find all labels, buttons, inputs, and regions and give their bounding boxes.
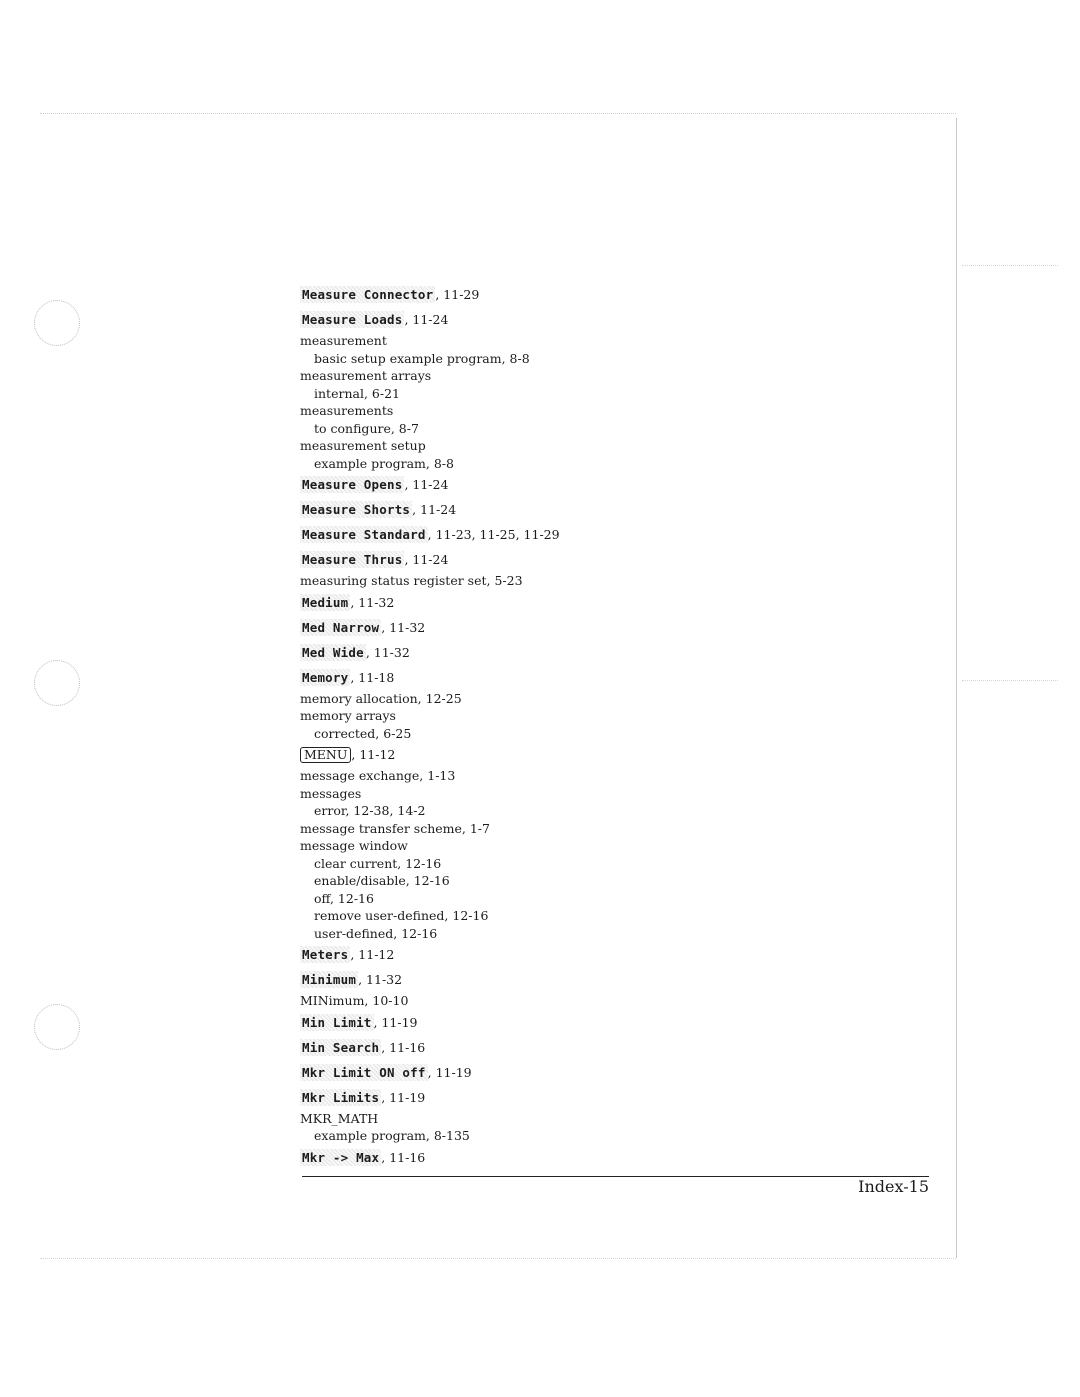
page-reference: , 11-32 [381, 619, 426, 635]
page-reference: , 11-32 [358, 972, 403, 987]
binder-hole-icon [34, 1004, 80, 1050]
page-reference: , 11-16 [381, 1039, 426, 1055]
binder-hole-icon [34, 300, 80, 346]
softkey-label: Medium [302, 594, 349, 610]
index-subentry: example program, 8-8 [314, 455, 454, 471]
scan-edge-top [40, 113, 956, 114]
index-key-entry [300, 590, 680, 615]
page-reference: , 11-19 [373, 1014, 418, 1030]
index-key-entry [300, 547, 680, 572]
index-key-entry [300, 640, 680, 665]
index-key-entry [300, 522, 680, 547]
page-reference: , 11-29 [435, 287, 480, 302]
scan-tick-mark [962, 680, 1058, 681]
hardkey-label: MENU [300, 747, 351, 763]
index-subentry: remove user-defined, 12-16 [314, 908, 489, 923]
index-subentry: corrected, 6-25 [314, 725, 412, 741]
index-key-entry [300, 1145, 680, 1170]
index-key-entry [300, 282, 680, 307]
index-entry: message transfer scheme, 1-7 [300, 820, 490, 836]
index-entry: memory allocation, 12-25 [300, 690, 462, 706]
index-key-entry [300, 942, 680, 967]
index-entry: memory arrays [300, 708, 396, 723]
softkey-label: Memory [302, 669, 349, 685]
index-entry: message exchange, 1-13 [300, 768, 456, 783]
index-subentry: example program, 8-135 [314, 1128, 470, 1143]
index-key-entry [300, 665, 680, 690]
page-reference: , 11-24 [404, 477, 449, 492]
index-entry: messages [300, 785, 362, 801]
softkey-label: Meters [302, 947, 349, 962]
index-subentry: error, 12-38, 14-2 [314, 803, 426, 818]
scan-edge-right [956, 118, 957, 1258]
index-subentry: off, 12-16 [314, 890, 374, 906]
scan-edge-bottom [40, 1258, 956, 1259]
index-subentry: enable/disable, 12-16 [314, 873, 450, 888]
softkey-label: Measure Standard [302, 527, 426, 542]
softkey-label: Measure Loads [302, 312, 403, 327]
scan-tick-mark [962, 265, 1058, 266]
index-key-entry [300, 1060, 680, 1085]
index-subentry: clear current, 12-16 [314, 855, 442, 871]
index-key-entry [300, 497, 680, 522]
softkey-label: Measure Opens [302, 477, 403, 492]
page-reference: , 11-18 [350, 669, 395, 685]
index-subentry: user-defined, 12-16 [314, 925, 438, 941]
softkey-label: Mkr Limits [302, 1089, 380, 1105]
index-entry: measurements [300, 403, 394, 418]
softkey-label: Minimum [302, 972, 357, 987]
index-key-entry [300, 615, 680, 640]
index-entry: measurement setup [300, 438, 426, 453]
index-key-entry [300, 967, 680, 992]
index-key-entry [300, 742, 680, 767]
page-reference: , 11-32 [350, 594, 395, 610]
page-reference: , 11-16 [381, 1149, 426, 1165]
page-reference: , 11-24 [404, 552, 449, 567]
softkey-label: Mkr Limit ON off [302, 1064, 426, 1080]
softkey-label: Min Limit [302, 1014, 372, 1030]
softkey-label: Med Narrow [302, 619, 380, 635]
page-reference: , 11-24 [412, 502, 457, 517]
binder-hole-icon [34, 660, 80, 706]
index-entry: MINimum, 10-10 [300, 993, 409, 1008]
index-key-entry [300, 1085, 680, 1110]
index-key-entry [300, 1010, 680, 1035]
index-key-entry [300, 472, 680, 497]
softkey-label: Measure Connector [302, 287, 434, 302]
index-subentry: internal, 6-21 [314, 385, 400, 401]
softkey-label: Measure Shorts [302, 502, 411, 517]
page-reference: , 11-23, 11-25, 11-29 [427, 527, 560, 542]
page-reference: , 11-19 [381, 1089, 426, 1105]
index-entry: MKR_MATH [300, 1110, 379, 1126]
index-entry: measurement [300, 333, 387, 348]
page-reference: , 11-24 [404, 312, 449, 327]
index-entry: measurement arrays [300, 368, 432, 383]
index-column [300, 282, 680, 1170]
index-subentry: basic setup example program, 8-8 [314, 350, 530, 366]
index-entry: measuring status register set, 5-23 [300, 573, 523, 588]
index-key-entry [300, 1035, 680, 1060]
index-entry: message window [300, 838, 408, 853]
softkey-label: Measure Thrus [302, 552, 403, 567]
page-reference: , 11-12 [351, 747, 396, 762]
index-key-entry [300, 307, 680, 332]
page-reference: , 11-19 [427, 1064, 472, 1080]
softkey-label: Min Search [302, 1039, 380, 1055]
index-subentry: to configure, 8-7 [314, 420, 419, 436]
softkey-label: Mkr -> Max [302, 1149, 380, 1165]
page-reference: , 11-32 [365, 644, 410, 660]
page-reference: , 11-12 [350, 947, 395, 962]
softkey-label: Med Wide [302, 644, 364, 660]
page-number: Index-15 [858, 1177, 929, 1196]
